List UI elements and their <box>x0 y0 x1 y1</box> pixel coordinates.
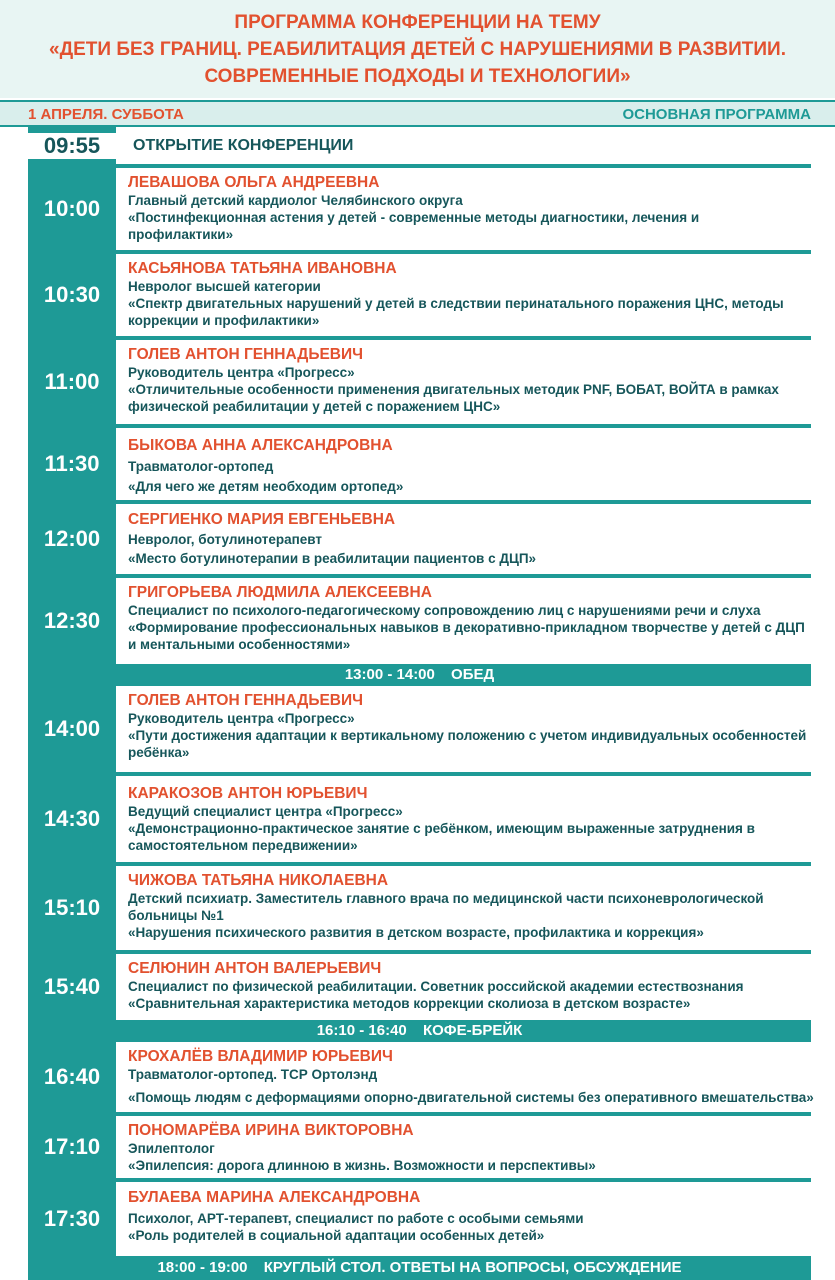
talk-title: «Роль родителей в социальной адаптации особенных детей» <box>128 1228 545 1243</box>
speaker-position: Ведущий специалист центра «Прогресс» <box>128 804 403 819</box>
day-header <box>0 100 835 127</box>
break-time: 18:00 - 19:00 <box>157 1259 248 1276</box>
speaker-position: Травматолог-ортопед <box>128 459 274 474</box>
session-row <box>28 1116 811 1182</box>
session-time: 14:30 <box>43 806 101 831</box>
session-time: 17:30 <box>43 1206 101 1231</box>
talk-title: «Эпилепсия: дорога длинною в жизнь. Возможности и перспективы» <box>128 1158 596 1173</box>
session-time: 15:10 <box>43 895 101 920</box>
session-content <box>128 1047 814 1106</box>
opening-label: ОТКРЫТИЕ КОНФЕРЕНЦИИ <box>133 136 354 154</box>
speaker-name: ЛЕВАШОВА ОЛЬГА АНДРЕЕВНА <box>128 174 380 191</box>
break-roundtable <box>28 1256 811 1280</box>
session-row <box>28 578 811 664</box>
session-row <box>28 168 811 254</box>
session-row <box>28 1042 814 1116</box>
session-content <box>128 583 807 653</box>
talk-title: «Формирование профессиональных навыков в декоративно-прикладном творчестве у детей с ДЦП и ментальными особенностями» <box>128 620 805 652</box>
session-content <box>128 1121 807 1174</box>
speaker-name: ЧИЖОВА ТАТЬЯНА НИКОЛАЕВНА <box>128 872 389 889</box>
session-content <box>128 691 807 761</box>
session-row <box>28 504 811 578</box>
session-time: 14:00 <box>43 716 101 741</box>
session-content <box>128 871 807 941</box>
session-row <box>28 1182 811 1256</box>
speaker-position: Травматолог-ортопед. ТСР Ортолэнд <box>128 1067 378 1082</box>
session-content <box>128 259 807 329</box>
session-row <box>28 254 811 340</box>
speaker-position: Специалист по физической реабилитации. Советник российской академии естествознания <box>128 979 744 994</box>
break-label: КРУГЛЫЙ СТОЛ. ОТВЕТЫ НА ВОПРОСЫ, ОБСУЖДЕНИЕ <box>263 1259 682 1276</box>
session-row <box>28 954 811 1020</box>
speaker-name: ГОЛЕВ АНТОН ГЕННАДЬЕВИЧ <box>128 692 364 709</box>
opening-time: 09:55 <box>28 133 116 159</box>
session-time: 17:10 <box>43 1134 101 1159</box>
speaker-name: СЕРГИЕНКО МАРИЯ ЕВГЕНЬЕВНА <box>128 511 396 528</box>
session-time: 11:30 <box>44 451 100 476</box>
speaker-name: ГРИГОРЬЕВА ЛЮДМИЛА АЛЕКСЕЕВНА <box>128 584 432 601</box>
speaker-position: Эпилептолог <box>128 1141 215 1156</box>
title-line-2: «ДЕТИ БЕЗ ГРАНИЦ. РЕАБИЛИТАЦИЯ ДЕТЕЙ С НАРУШЕНИЯМИ В РАЗВИТИИ. <box>49 39 786 60</box>
session-content <box>128 345 807 415</box>
talk-title: «Постинфекционная астения у детей - современные методы диагностики, лечения и профилактики» <box>128 210 700 242</box>
session-time: 10:00 <box>43 196 101 221</box>
break-coffee <box>28 1020 811 1042</box>
speaker-position: Руководитель центра «Прогресс» <box>128 711 355 726</box>
break-lunch <box>28 664 811 686</box>
session-time: 15:40 <box>43 974 101 999</box>
speaker-name: ГОЛЕВ АНТОН ГЕННАДЬЕВИЧ <box>128 346 364 363</box>
title-line-3: СОВРЕМЕННЫЕ ПОДХОДЫ И ТЕХНОЛОГИИ» <box>204 66 631 87</box>
session-row <box>28 866 811 954</box>
session-row <box>28 686 811 776</box>
talk-title: «Для чего же детям необходим ортопед» <box>128 479 404 494</box>
session-time: 12:00 <box>43 526 101 551</box>
program-label: ОСНОВНАЯ ПРОГРАММА <box>622 106 811 123</box>
break-time: 13:00 - 14:00 <box>344 666 435 683</box>
speaker-position: Невролог высшей категории <box>128 279 321 294</box>
speaker-position: Невролог, ботулинотерапевт <box>128 532 323 547</box>
session-content <box>128 510 807 567</box>
title-line-1: ПРОГРАММА КОНФЕРЕНЦИИ НА ТЕМУ <box>234 12 601 33</box>
session-content <box>128 959 807 1012</box>
session-time: 12:30 <box>43 608 101 633</box>
break-label: КОФЕ-БРЕЙК <box>422 1022 523 1039</box>
speaker-name: ПОНОМАРЁВА ИРИНА ВИКТОРОВНА <box>128 1122 414 1139</box>
session-row <box>28 428 811 504</box>
session-row <box>28 776 811 866</box>
talk-title: «Место ботулинотерапии в реабилитации пациентов с ДЦП» <box>128 551 537 566</box>
speaker-position: Детский психиатр. Заместитель главного врача по медицинской части психоневрологической больницы №1 <box>128 891 764 923</box>
talk-title: «Пути достижения адаптации к вертикальному положению с учетом индивидуальных особенностей ребёнка» <box>128 728 807 760</box>
day-date: 1 АПРЕЛЯ. СУББОТА <box>28 106 184 123</box>
speaker-name: БУЛАЕВА МАРИНА АЛЕКСАНДРОВНА <box>128 1189 421 1206</box>
speaker-position: Специалист по психолого-педагогическому сопровождению лиц с нарушениями речи и слуха <box>128 603 761 618</box>
session-time: 11:00 <box>44 369 100 394</box>
speaker-position: Психолог, АРТ-терапевт, специалист по работе с особыми семьями <box>128 1211 584 1226</box>
speaker-name: СЕЛЮНИН АНТОН ВАЛЕРЬЕВИЧ <box>128 960 382 977</box>
speaker-name: КРОХАЛЁВ ВЛАДИМИР ЮРЬЕВИЧ <box>128 1048 393 1065</box>
talk-title: «Помощь людям с деформациями опорно-двигательной системы без оперативного вмешательства» <box>128 1090 814 1105</box>
talk-title: «Сравнительная характеристика методов коррекции сколиоза в детском возрасте» <box>128 996 691 1011</box>
session-row <box>28 340 811 428</box>
speaker-position: Главный детский кардиолог Челябинского округа <box>128 193 463 208</box>
session-content <box>128 784 807 854</box>
break-time: 16:10 - 16:40 <box>316 1022 407 1039</box>
speaker-name: КАРАКОЗОВ АНТОН ЮРЬЕВИЧ <box>128 785 368 802</box>
speaker-position: Руководитель центра «Прогресс» <box>128 365 355 380</box>
speaker-name: КАСЬЯНОВА ТАТЬЯНА ИВАНОВНА <box>128 260 397 277</box>
session-content <box>128 436 807 495</box>
talk-title: «Отличительные особенности применения двигательных методик PNF, БОБАТ, ВОЙТА в рамках физической реабилитации у детей с поражением ЦНС» <box>128 382 779 414</box>
session-time: 16:40 <box>43 1064 101 1089</box>
talk-title: «Нарушения психического развития в детском возрасте, профилактика и коррекция» <box>128 925 704 940</box>
talk-title: «Демонстрационно-практическое занятие с ребёнком, имеющим выраженные затруднения в самостоятельном передвижении» <box>128 821 755 853</box>
speaker-name: БЫКОВА АННА АЛЕКСАНДРОВНА <box>128 437 393 454</box>
session-content <box>128 1188 807 1244</box>
break-label: ОБЕД <box>451 666 495 683</box>
session-content <box>128 173 807 243</box>
header <box>0 0 835 98</box>
session-time: 10:30 <box>43 282 101 307</box>
opening-row <box>28 127 811 168</box>
talk-title: «Спектр двигательных нарушений у детей в следствии перинатального поражения ЦНС, методы коррекции и профилактики» <box>128 296 784 328</box>
